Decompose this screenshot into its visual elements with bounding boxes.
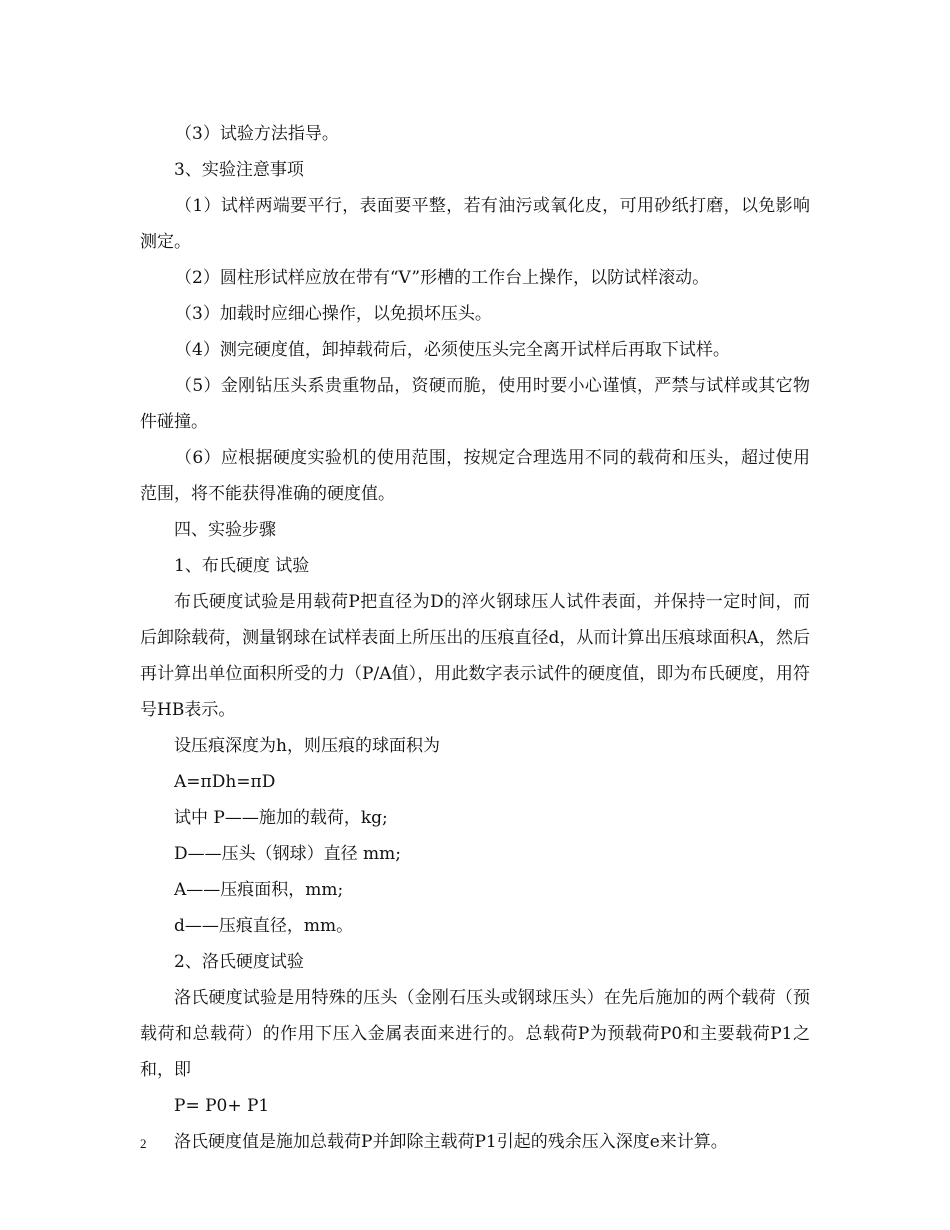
heading-experiment-steps: 四、实验步骤 <box>174 520 276 540</box>
paragraph-precaution-4: （4）测完硬度值，卸掉载荷后，必须使压头完全离开试样后再取下试样。 <box>175 340 730 360</box>
paragraph-precaution-5: （5）金刚钻压头系贵重物品，资硬而脆，使用时要小心谨慎，严禁与试样或其它物件碰撞。 <box>140 376 810 432</box>
heading-brinell-test: 1、布氏硬度 试验 <box>174 556 310 576</box>
page-body <box>140 116 810 1160</box>
paragraph-rockwell-description: 洛氏硬度试验是用特殊的压头（金刚石压头或钢球压头）在先后施加的两个载荷（预载荷和总载荷）的作用下压入金属表面来进行的。总载荷P为预载荷P0和主要载荷P1之和，即 <box>140 988 810 1080</box>
paragraph-indentation-area: 设压痕深度为h，则压痕的球面积为 <box>174 736 440 756</box>
paragraph-precaution-3: （3）加载时应细心操作，以免损坏压头。 <box>175 304 492 324</box>
formula-area: A=πDh=πD <box>174 772 276 792</box>
paragraph-precaution-2: （2）圆柱形试样应放在带有“V”形槽的工作台上操作，以防试样滚动。 <box>175 268 710 288</box>
paragraph-precaution-1: （1）试样两端要平行，表面要平整，若有油污或氧化皮，可用砂纸打磨，以免影响测定。 <box>140 196 810 252</box>
definition-diameter: D——压头（钢球）直径 mm; <box>174 844 402 864</box>
paragraph-brinell-description: 布氏硬度试验是用载荷P把直径为D的淬火钢球压人试件表面，并保持一定时间，而后卸除载荷，测量钢球在试样表面上所压出的压痕直径d，从而计算出压痕球面积A，然后再计算出单位面积所受的力（P/A值），用此数字表示试件的硬度值，即为布氏硬度，用符号HB表示。 <box>140 592 810 720</box>
paragraph-rockwell-value: 洛氏硬度值是施加总载荷P并卸除主载荷P1引起的残余压入深度e来计算。 <box>174 1132 728 1152</box>
page-number: 2 <box>140 1136 147 1151</box>
paragraph-precaution-6: （6）应根据硬度实验机的使用范围，按规定合理选用不同的载荷和压头，超过使用范围，将不能获得准确的硬度值。 <box>140 448 810 504</box>
paragraph-method-guidance: （3）试验方法指导。 <box>175 124 339 144</box>
definition-indent-diameter: d——压痕直径，mm。 <box>174 916 354 936</box>
definition-area: A——压痕面积，mm; <box>174 880 344 900</box>
heading-precautions: 3、实验注意事项 <box>174 160 304 180</box>
definition-load: 试中 P——施加的载荷，kg; <box>174 808 388 828</box>
heading-rockwell-test: 2、洛氏硬度试验 <box>174 952 304 972</box>
formula-total-load: P= P0+ P1 <box>174 1096 270 1116</box>
